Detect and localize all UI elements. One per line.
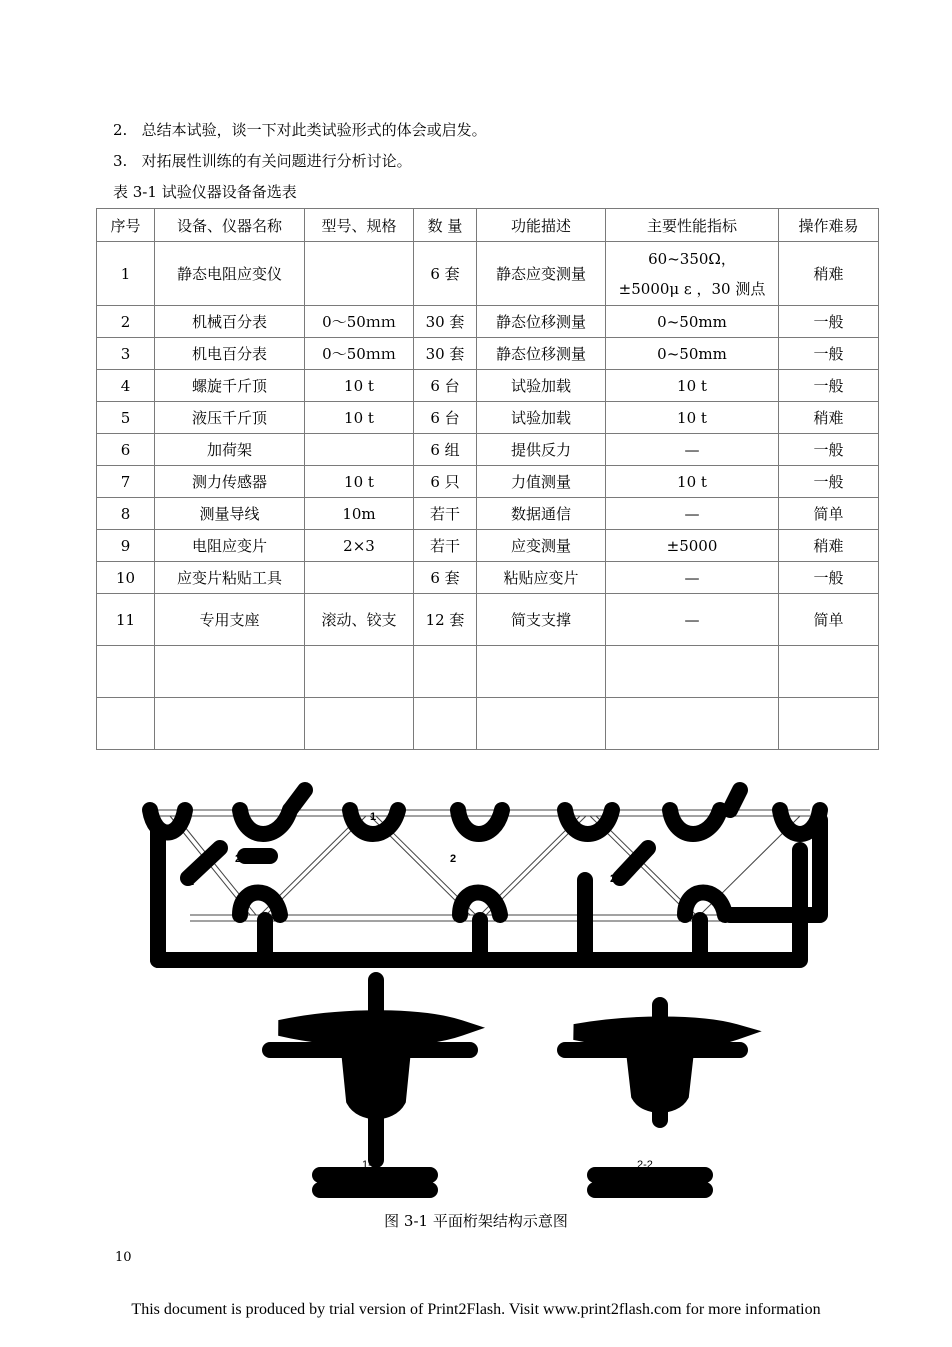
cell-func: 静态应变测量 — [477, 242, 606, 306]
cell-qty: 6 组 — [414, 434, 477, 466]
cell-perf: 0~50mm — [606, 306, 779, 338]
cell-diff: 一般 — [779, 338, 879, 370]
cell-no: 1 — [97, 242, 155, 306]
cell-name: 电阻应变片 — [155, 530, 305, 562]
cell-no: 9 — [97, 530, 155, 562]
cell-perf: — — [606, 562, 779, 594]
cell-func: 粘贴应变片 — [477, 562, 606, 594]
section-label-2-2: 2-2 — [637, 1159, 653, 1171]
table-row — [97, 242, 879, 306]
cell-func: 提供反力 — [477, 434, 606, 466]
cell-func: 应变测量 — [477, 530, 606, 562]
cell-spec: 0～50ｍｍ — [305, 306, 414, 338]
cell-qty: 12 套 — [414, 594, 477, 646]
list-text: 对拓展性训练的有关问题进行分析讨论。 — [141, 152, 412, 170]
header-cell: 主要性能指标 — [606, 209, 779, 242]
cell-diff: 稍难 — [779, 242, 879, 306]
table-row-empty — [97, 646, 879, 698]
cell-name: 专用支座 — [155, 594, 305, 646]
cell-spec — [305, 434, 414, 466]
cell-diff: 一般 — [779, 466, 879, 498]
cell-func: 简支支撑 — [477, 594, 606, 646]
perf-line-2: ±5000μ ε ，30 测点 — [618, 279, 766, 298]
cell-name: 螺旋千斤顶 — [155, 370, 305, 402]
cell-name: 测力传感器 — [155, 466, 305, 498]
table-row — [97, 594, 879, 646]
equipment-table — [96, 208, 879, 750]
list-item-3 — [113, 151, 412, 171]
page-number: 10 — [115, 1250, 132, 1265]
cell-spec: 10m — [305, 498, 414, 530]
cell-name: 加荷架 — [155, 434, 305, 466]
cell-perf: 10 t — [606, 402, 779, 434]
cell-func: 数据通信 — [477, 498, 606, 530]
table-row — [97, 370, 879, 402]
cell-spec: 2×3 — [305, 530, 414, 562]
cell-func: 静态位移测量 — [477, 338, 606, 370]
cell-diff: 稍难 — [779, 530, 879, 562]
cell-name: 应变片粘贴工具 — [155, 562, 305, 594]
cell-qty: 若干 — [414, 498, 477, 530]
table-row — [97, 338, 879, 370]
cell-spec — [305, 562, 414, 594]
cell-spec: 0～50ｍｍ — [305, 338, 414, 370]
list-number: 3. — [113, 152, 128, 170]
cell-perf: — — [606, 434, 779, 466]
table-row — [97, 402, 879, 434]
cell-perf: 10 t — [606, 466, 779, 498]
cell-name: 机电百分表 — [155, 338, 305, 370]
header-cell: 数 量 — [414, 209, 477, 242]
table-row — [97, 306, 879, 338]
cell-diff: 简单 — [779, 594, 879, 646]
table-row-empty — [97, 698, 879, 750]
perf-line-1: 60~350Ω， — [648, 249, 736, 268]
cell-no: 7 — [97, 466, 155, 498]
table-row — [97, 562, 879, 594]
cell-no: 8 — [97, 498, 155, 530]
cell-qty: 6 套 — [414, 242, 477, 306]
table-row — [97, 530, 879, 562]
cell-name: 液压千斤顶 — [155, 402, 305, 434]
cell-no: 6 — [97, 434, 155, 466]
node-label: 1 — [370, 811, 377, 823]
node-label: 2 — [610, 873, 617, 885]
header-cell: 型号、规格 — [305, 209, 414, 242]
cell-func: 试验加载 — [477, 370, 606, 402]
cell-qty: 6 台 — [414, 402, 477, 434]
node-label: 2 — [235, 853, 242, 865]
cell-diff: 简单 — [779, 498, 879, 530]
node-label: 2 — [450, 853, 457, 865]
node-label: 2 — [188, 876, 195, 888]
cell-qty: 6 只 — [414, 466, 477, 498]
cell-qty: 若干 — [414, 530, 477, 562]
list-number: 2. — [113, 121, 128, 139]
cell-no: 4 — [97, 370, 155, 402]
table-caption: 表 3-1 试验仪器设备备选表 — [113, 183, 297, 201]
cell-name: 机械百分表 — [155, 306, 305, 338]
cell-perf — [606, 242, 779, 306]
list-text: 总结本试验，谈一下对此类试验形式的体会或启发。 — [141, 121, 487, 139]
figure-caption: 图 3-1 平面桁架结构示意图 — [384, 1212, 568, 1230]
cell-qty: 6 台 — [414, 370, 477, 402]
table-row — [97, 466, 879, 498]
cell-qty: 6 套 — [414, 562, 477, 594]
cell-diff: 一般 — [779, 306, 879, 338]
cell-func: 静态位移测量 — [477, 306, 606, 338]
cell-name: 测量导线 — [155, 498, 305, 530]
cell-diff: 一般 — [779, 370, 879, 402]
table-row — [97, 498, 879, 530]
cell-spec — [305, 242, 414, 306]
trial-footer: This document is produced by trial version of Print2Flash. Visit www.print2flash.com for more information — [131, 1301, 821, 1318]
cell-qty: 30 套 — [414, 338, 477, 370]
cell-perf: — — [606, 594, 779, 646]
section-label-1-1: 1-1 — [362, 1159, 378, 1171]
cell-spec: 10 t — [305, 402, 414, 434]
cell-no: 11 — [97, 594, 155, 646]
cell-no: 3 — [97, 338, 155, 370]
table-header-row — [97, 209, 879, 242]
header-cell: 操作难易 — [779, 209, 879, 242]
cell-no: 2 — [97, 306, 155, 338]
cell-perf: ±5000 — [606, 530, 779, 562]
cell-no: 10 — [97, 562, 155, 594]
header-cell: 序号 — [97, 209, 155, 242]
cell-spec: 滚动、铰支 — [305, 594, 414, 646]
cell-diff: 一般 — [779, 562, 879, 594]
cell-func: 试验加载 — [477, 402, 606, 434]
cell-perf: — — [606, 498, 779, 530]
cell-func: 力值测量 — [477, 466, 606, 498]
table-row — [97, 434, 879, 466]
header-cell: 设备、仪器名称 — [155, 209, 305, 242]
cell-perf: 0~50mm — [606, 338, 779, 370]
cell-perf: 10 t — [606, 370, 779, 402]
cell-qty: 30 套 — [414, 306, 477, 338]
truss-figure — [140, 770, 840, 1210]
header-cell: 功能描述 — [477, 209, 606, 242]
cell-spec: 10 t — [305, 370, 414, 402]
cell-no: 5 — [97, 402, 155, 434]
cell-spec: 10 t — [305, 466, 414, 498]
cell-diff: 一般 — [779, 434, 879, 466]
cell-name: 静态电阻应变仪 — [155, 242, 305, 306]
cell-diff: 稍难 — [779, 402, 879, 434]
list-item-2 — [113, 120, 487, 140]
